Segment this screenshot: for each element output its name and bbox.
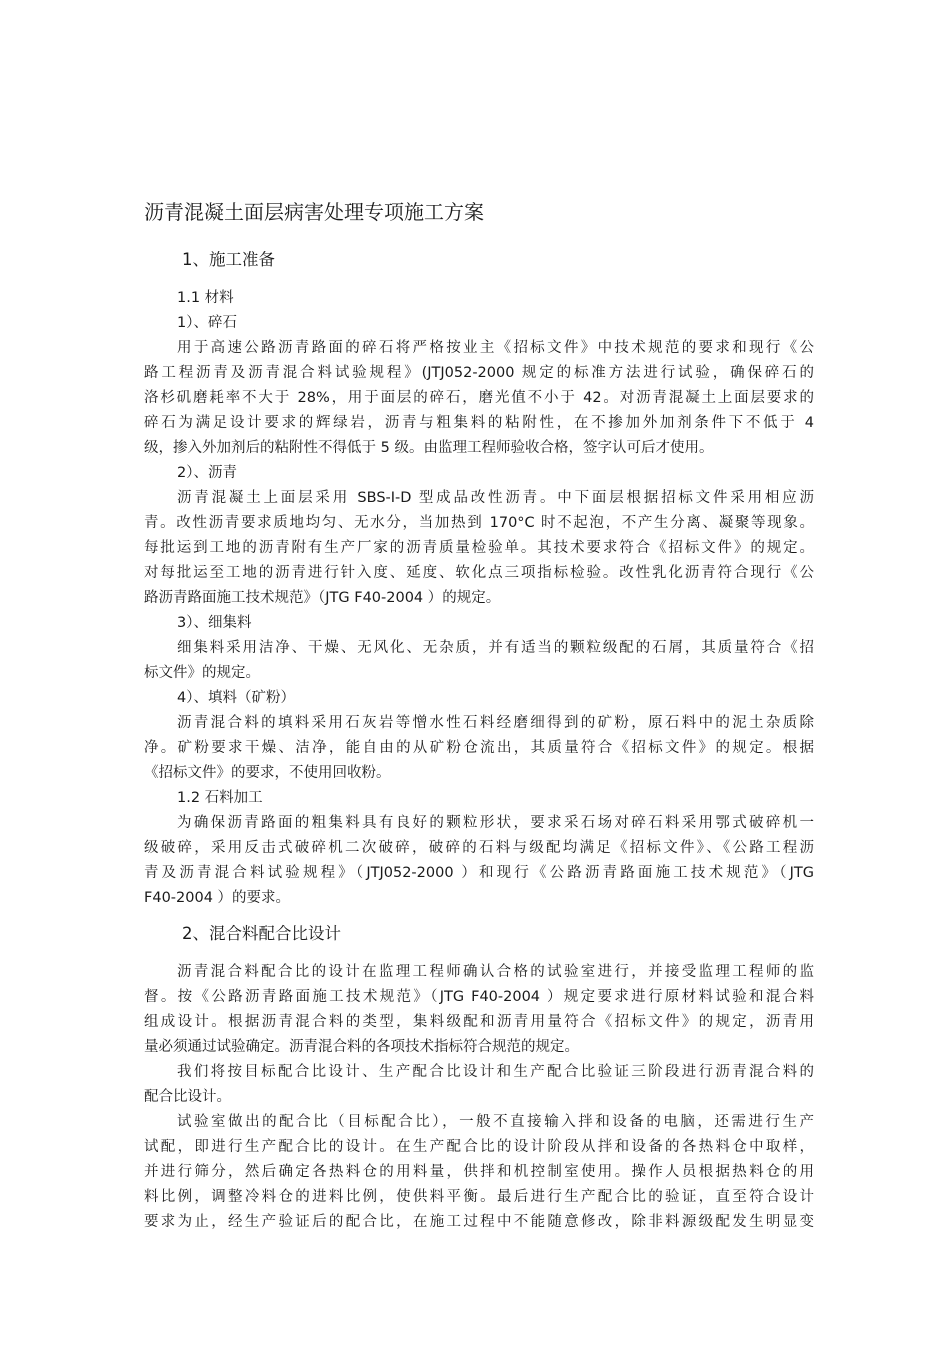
gravel-line: 级，掺入外加剂后的粘附性不得低于 5 级。由监理工程师验收合格，签字认可后才使用。 (144, 440, 714, 456)
fine-aggregate-line: 细集料采用洁净、干燥、无风化、无杂质，并有适当的颗粒级配的石屑，其质量符合《招 (177, 640, 814, 656)
item-filler-heading: 4）、填料（矿粉） (177, 690, 295, 706)
asphalt-line: 沥青混凝土上面层采用 SBS-I-D 型成品改性沥青。中下面层根据招标文件采用相应沥 (177, 490, 814, 506)
gravel-line: 路工程沥青及沥青混合料试验规程》(JTJ052-2000 规定的标准方法进行试验，确保碎石的 (144, 365, 814, 381)
production-ratio-line: 并进行筛分，然后确定各热料仓的用料量，供拌和机控制室使用。操作人员根据热料仓的用 (144, 1164, 814, 1180)
stone-processing-line: 青及沥青混合料试验规程》（JTJ052-2000 ）和现行《公路沥青路面施工技术规范》（JTG (144, 865, 814, 881)
asphalt-line: 每批运到工地的沥青附有生产厂家的沥青质量检验单。其技术要求符合《招标文件》的规定。 (144, 540, 814, 556)
mix-design-stage-line: 我们将按目标配合比设计、生产配合比设计和生产配合比验证三阶段进行沥青混合料的 (177, 1064, 814, 1080)
section-1-heading: 1、施工准备 (182, 250, 275, 269)
production-ratio-line: 要求为止，经生产验证后的配合比，在施工过程中不能随意修改，除非料源级配发生明显变 (144, 1214, 814, 1230)
asphalt-line: 路沥青路面施工技术规范》（JTG F40-2004 ）的规定。 (144, 590, 501, 606)
production-ratio-line: 试配，即进行生产配合比的设计。在生产配合比的设计阶段从拌和设备的各热料仓中取样， (144, 1139, 814, 1155)
stone-processing-line: F40-2004 ）的要求。 (144, 890, 291, 906)
item-gravel-heading: 1）、碎石 (177, 315, 237, 331)
subsection-1-1-heading: 1.1 材料 (177, 290, 234, 306)
item-asphalt-heading: 2）、沥青 (177, 465, 237, 481)
gravel-line: 碎石为满足设计要求的辉绿岩，沥青与粗集料的粘附性，在不掺加外加剂条件下不低于 4 (144, 415, 814, 431)
document-title: 沥青混凝土面层病害处理专项施工方案 (144, 200, 484, 224)
mix-design-line: 督。按《公路沥青路面施工技术规范》（JTG F40-2004 ）规定要求进行原材料试验和混合料 (144, 989, 814, 1005)
filler-line: 《招标文件》的要求，不使用回收粉。 (144, 765, 391, 781)
gravel-line: 洛杉矶磨耗率不大于 28%，用于面层的碎石，磨光值不小于 42。对沥青混凝土上面层要求的 (144, 390, 814, 406)
mix-design-stage-line: 配合比设计。 (144, 1089, 231, 1105)
production-ratio-line: 料比例，调整冷料仓的进料比例，使供料平衡。最后进行生产配合比的验证，直至符合设计 (144, 1189, 814, 1205)
mix-design-line: 沥青混合料配合比的设计在监理工程师确认合格的试验室进行，并接受监理工程师的监 (177, 964, 814, 980)
mix-design-line: 组成设计。根据沥青混合料的类型，集料级配和沥青用量符合《招标文件》的规定，沥青用 (144, 1014, 814, 1030)
section-2-heading: 2、混合料配合比设计 (182, 924, 341, 943)
mix-design-line: 量必须通过试验确定。沥青混合料的各项技术指标符合规范的规定。 (144, 1039, 579, 1055)
subsection-1-2-heading: 1.2 石料加工 (177, 790, 263, 806)
production-ratio-line: 试验室做出的配合比（目标配合比），一般不直接输入拌和设备的电脑，还需进行生产 (177, 1114, 814, 1130)
gravel-line: 用于高速公路沥青路面的碎石将严格按业主《招标文件》中技术规范的要求和现行《公 (177, 340, 814, 356)
filler-line: 沥青混合料的填料采用石灰岩等憎水性石料经磨细得到的矿粉，原石料中的泥土杂质除 (177, 715, 814, 731)
filler-line: 净。矿粉要求干燥、洁净，能自由的从矿粉仓流出，其质量符合《招标文件》的规定。根据 (144, 740, 814, 756)
stone-processing-line: 级破碎，采用反击式破碎机二次破碎，破碎的石料与级配均满足《招标文件》、《公路工程沥 (144, 840, 814, 856)
asphalt-line: 青。改性沥青要求质地均匀、无水分，当加热到 170°C 时不起泡，不产生分离、凝聚等现象。 (144, 515, 814, 531)
fine-aggregate-line: 标文件》的规定。 (144, 665, 260, 681)
stone-processing-line: 为确保沥青路面的粗集料具有良好的颗粒形状，要求采石场对碎石料采用鄂式破碎机一 (177, 815, 814, 831)
item-fine-aggregate-heading: 3）、细集料 (177, 615, 252, 631)
asphalt-line: 对每批运至工地的沥青进行针入度、延度、软化点三项指标检验。改性乳化沥青符合现行《公 (144, 565, 814, 581)
